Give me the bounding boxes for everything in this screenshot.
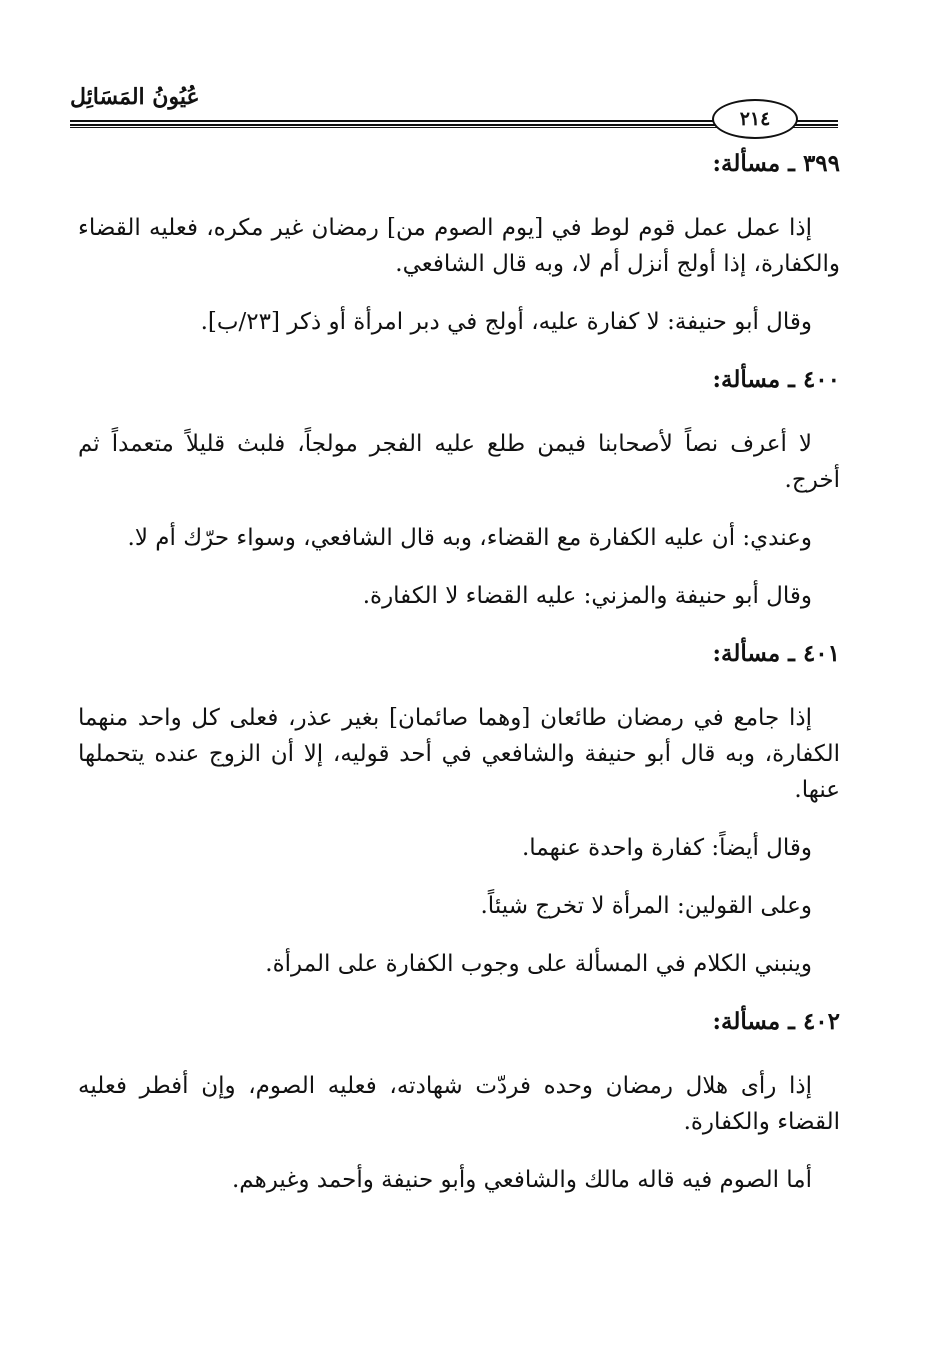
paragraph: إذا جامع في رمضان طائعان [وهما صائمان] بغير عذر، فعلى كل واحد منهما الكفارة، وبه قال أبو حنيفة والشافعي في أحد قوليه، إلا أن الزوج عنده يتحملها عنها. xyxy=(78,705,840,803)
issue-heading: ٤٠١ ـ مسألة: xyxy=(712,640,840,667)
paragraph: إذا عمل عمل قوم لوط في [يوم الصوم من] رمضان غير مكره، فعليه القضاء والكفارة، إذا أولج أنزل أم لا، وبه قال الشافعي. xyxy=(78,215,840,277)
page-number-badge xyxy=(712,99,798,139)
page-number: ٢١٤ xyxy=(739,108,771,130)
issue-heading: ٤٠٢ ـ مسألة: xyxy=(712,1008,840,1035)
running-header-title: عُيُونُ المَسَائِل xyxy=(70,84,200,110)
page-header xyxy=(70,80,838,132)
paragraph: وقال أبو حنيفة والمزني: عليه القضاء لا الكفارة. xyxy=(362,583,812,609)
paragraph: لا أعرف نصاً لأصحابنا فيمن طلع عليه الفجر مولجاً، فلبث قليلاً متعمداً ثم أخرج. xyxy=(78,431,840,493)
paragraph: وقال أبو حنيفة: لا كفارة عليه، أولج في دبر امرأة أو ذكر [٢٣/ب]. xyxy=(200,309,812,335)
paragraph: وينبني الكلام في المسألة على وجوب الكفارة على المرأة. xyxy=(265,951,812,977)
issue-heading: ٤٠٠ ـ مسألة: xyxy=(712,366,840,393)
paragraph: وعلى القولين: المرأة لا تخرج شيئاً. xyxy=(480,893,812,919)
paragraph: إذا رأى هلال رمضان وحده فردّت شهادته، فعليه الصوم، وإن أفطر فعليه القضاء والكفارة. xyxy=(78,1073,840,1135)
paragraph: وعندي: أن عليه الكفارة مع القضاء، وبه قال الشافعي، وسواء حرّك أم لا. xyxy=(127,525,812,551)
page-body xyxy=(78,146,840,1220)
paragraph: أما الصوم فيه قاله مالك والشافعي وأبو حنيفة وأحمد وغيرهم. xyxy=(231,1167,812,1193)
paragraph: وقال أيضاً: كفارة واحدة عنهما. xyxy=(521,835,812,861)
issue-heading: ٣٩٩ ـ مسألة: xyxy=(712,150,840,177)
